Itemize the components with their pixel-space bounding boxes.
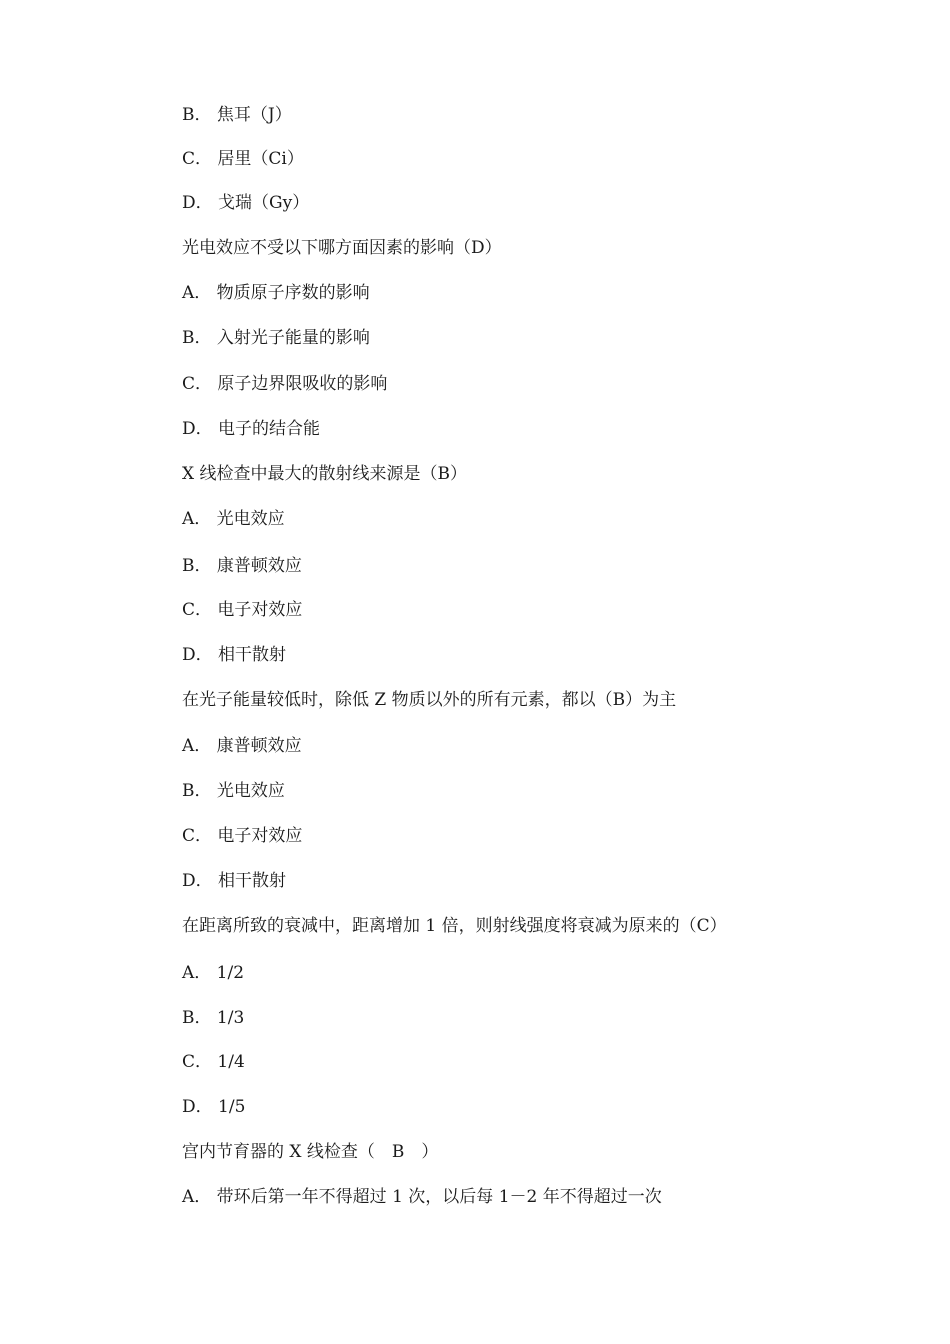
option-line: D． 1/5: [182, 1097, 246, 1117]
option-line: D． 电子的结合能: [182, 419, 321, 439]
option-line: A． 1/2: [182, 963, 245, 983]
option-line: B． 1/3: [182, 1008, 245, 1028]
question-line: 宫内节育器的 X 线检查（ B ）: [182, 1142, 439, 1162]
question-line: 在距离所致的衰减中，距离增加 1 倍，则射线强度将衰减为原来的（C）: [182, 916, 727, 936]
option-line: A． 带环后第一年不得超过 1 次，以后每 1－2 年不得超过一次: [182, 1187, 662, 1207]
question-line: 在光子能量较低时，除低 Z 物质以外的所有元素，都以（B）为主: [182, 690, 677, 710]
option-line: A． 光电效应: [182, 509, 285, 529]
option-line: B． 康普顿效应: [182, 556, 302, 576]
option-line: D． 戈瑞（Gy）: [182, 193, 310, 213]
option-line: D． 相干散射: [182, 871, 287, 891]
option-line: B． 入射光子能量的影响: [182, 328, 370, 348]
option-line: A． 物质原子序数的影响: [182, 283, 370, 303]
option-line: B． 光电效应: [182, 781, 285, 801]
option-line: D． 相干散射: [182, 645, 287, 665]
option-line: C． 1/4: [182, 1052, 245, 1072]
question-line: X 线检查中最大的散射线来源是（B）: [182, 464, 467, 484]
question-line: 光电效应不受以下哪方面因素的影响（D）: [182, 238, 502, 258]
option-line: B． 焦耳（J）: [182, 105, 292, 125]
option-line: C． 电子对效应: [182, 826, 303, 846]
option-line: C． 居里（Ci）: [182, 149, 304, 169]
option-line: C． 电子对效应: [182, 600, 303, 620]
option-line: A． 康普顿效应: [182, 736, 302, 756]
option-line: C． 原子边界限吸收的影响: [182, 374, 388, 394]
